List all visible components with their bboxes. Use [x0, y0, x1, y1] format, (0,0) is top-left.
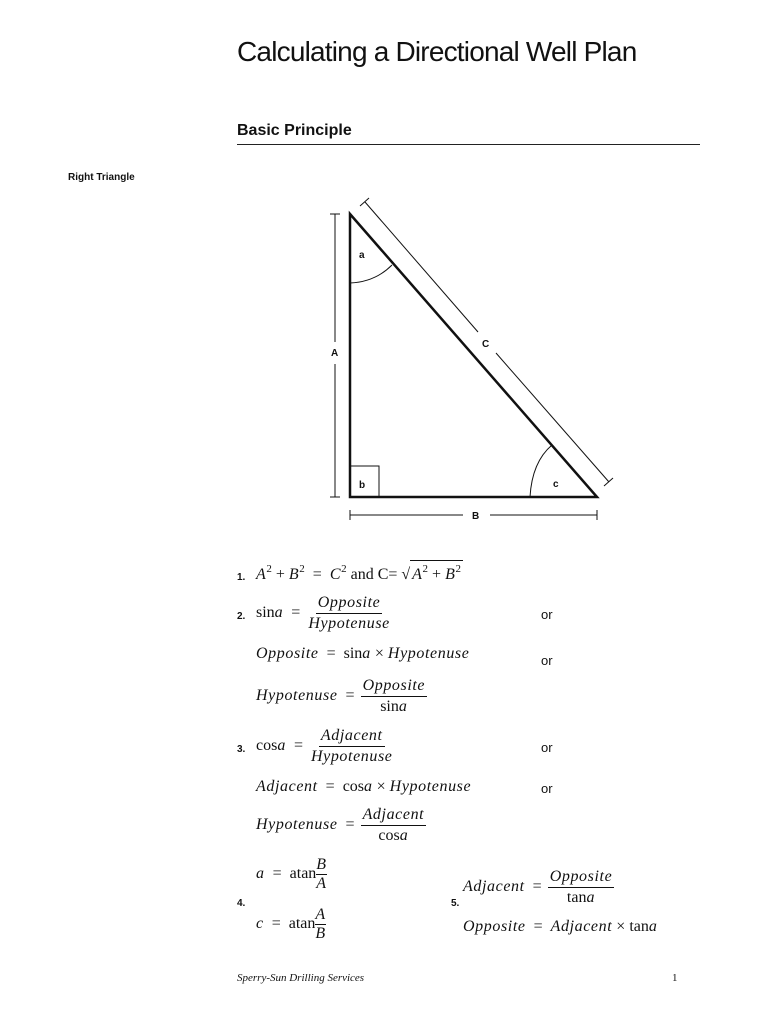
formula-3-number: 3.	[237, 744, 246, 755]
formula-1: $A^2 + B^2 = C^2$ and C= √ $A^2 + B^2$	[256, 560, 463, 584]
label-angle-b: b	[359, 480, 366, 491]
formula-5-opposite: Opposite = Adjacent × tana	[463, 918, 658, 935]
or-label-2: or	[541, 653, 553, 668]
formula-1-and: and C=	[350, 566, 398, 583]
formula-4-a: a = atan $\frac{B}{A}$	[256, 856, 327, 892]
sidebar-label: Right Triangle	[68, 172, 135, 183]
or-label-1: or	[541, 607, 553, 622]
page-title: Calculating a Directional Well Plan	[237, 36, 637, 67]
angle-c-arc	[530, 445, 552, 497]
label-side-c: C	[482, 339, 490, 350]
formula-3-hypotenuse: Hypotenuse = $\frac{\text{Adjacent}}{\cos a}$	[256, 806, 425, 844]
formula-2-sin: sina = $\frac{\text{Opposite}}{\text{Hypotenuse}}$	[256, 594, 390, 632]
label-angle-c: c	[553, 479, 559, 490]
formula-3-cos: cosa = $\frac{\text{Adjacent}}{\text{Hypotenuse}}$	[256, 727, 393, 765]
formula-4-number: 4.	[237, 898, 246, 909]
formula-1-number: 1.	[237, 572, 246, 583]
formula-3-adjacent: Adjacent = cosa × Hypotenuse	[256, 778, 472, 795]
footer-company: Sperry-Sun Drilling Services	[237, 972, 365, 984]
formula-5-number: 5.	[451, 898, 460, 909]
formula-2-hypotenuse: Hypotenuse = $\frac{\text{Opposite}}{\sin a}$	[256, 677, 426, 715]
triangle-shape	[350, 214, 597, 497]
formula-4-c: c = atan $\frac{A}{B}$	[256, 906, 326, 942]
formula-2-opposite: Opposite = sina × Hypotenuse	[256, 645, 470, 662]
formula-5-adjacent: Adjacent = $\frac{\text{Opposite}}{\tan a}$	[463, 868, 613, 906]
right-triangle-diagram	[320, 195, 620, 525]
angle-a-arc	[350, 265, 392, 283]
label-side-b: B	[472, 511, 480, 522]
label-side-a: A	[331, 348, 339, 359]
dimension-c-line	[365, 202, 478, 332]
or-label-4: or	[541, 781, 553, 796]
section-heading: Basic Principle	[237, 122, 352, 139]
page-number: 1	[672, 972, 678, 984]
label-angle-a: a	[359, 250, 365, 261]
formula-2-number: 2.	[237, 611, 246, 622]
or-label-3: or	[541, 740, 553, 755]
section-divider	[237, 144, 700, 145]
